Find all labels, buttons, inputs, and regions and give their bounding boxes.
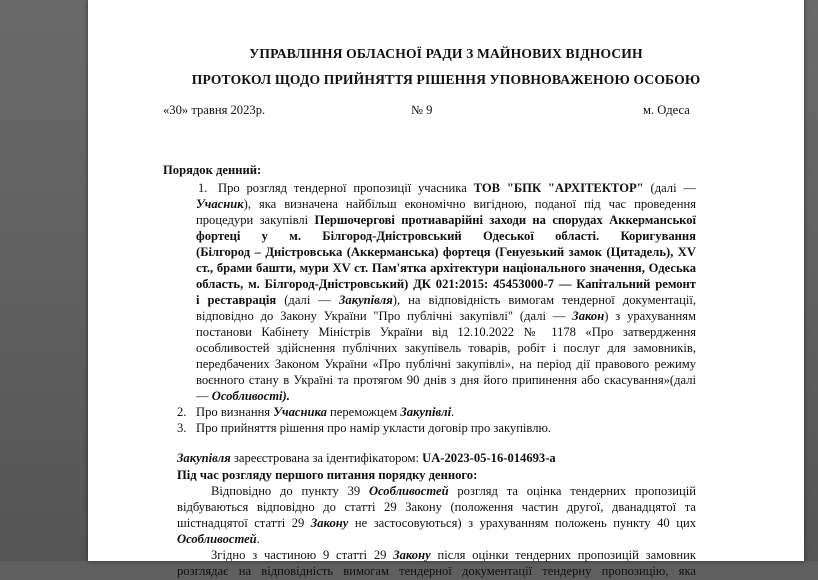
- agenda-item-1-line: воєнного стану в Україні та протягом 90 днів з дня його припинення або скасування»(далі: [196, 373, 696, 387]
- paragraph-line: шістнадцятої статті 29 Закону не застосовуються) з урахуванням положень пункту 40 цих: [177, 516, 696, 530]
- agenda-item-2: Про визнання Учасника переможцем Закупівлі.: [196, 405, 455, 419]
- agenda-item-1-line: і реставрація (далі — Закупівля), на відповідність вимогам тендерної документації,: [196, 293, 697, 307]
- paragraph-line: розглядає на відповідність вимогам тендерної документації тендерну пропозицію, яка: [177, 564, 696, 578]
- agenda-item-1-line: процедури закупівлі Першочергові протиаварійні заходи на спорудах Аккерманської: [196, 213, 696, 227]
- agenda-item-1-line: ст., брами башти, мури XV ст. Пам'ятка архітектури національного значення, Одеська: [196, 261, 696, 275]
- agenda-item-1-line: — Особливості).: [196, 389, 290, 403]
- protocol-number: № 9: [411, 103, 433, 117]
- agenda-item-3: Про прийняття рішення про намір укласти договір про закупівлю.: [196, 421, 552, 435]
- first-question-heading: Під час розгляду першого питання порядку денного:: [177, 468, 478, 482]
- agenda-item-number: 1.: [198, 181, 208, 195]
- document-page: [88, 0, 804, 578]
- agenda-heading: Порядок денний:: [163, 163, 262, 177]
- protocol-city: м. Одеса: [643, 103, 690, 117]
- agenda-item-number: 2.: [177, 405, 187, 419]
- protocol-date: «30» травня 2023р.: [163, 103, 266, 117]
- agenda-item-1-line: постанови Кабінету Міністрів України від 12.10.2022 № 1178 «Про затвердження: [196, 325, 696, 339]
- paragraph-line: Особливостей.: [177, 532, 260, 546]
- paragraph-line: Згідно з частиною 9 статті 29 Закону після оцінки тендерних пропозицій замовник: [211, 548, 696, 562]
- agenda-item-number: 3.: [177, 421, 187, 435]
- agenda-item-1-line: відповідно до Закону України "Про публічні закупівлі" (далі — Закон) з урахуванням: [196, 309, 696, 323]
- paragraph-line: відбуваються відповідно до статті 29 Закону (положення частин другої, дванадцятої та: [177, 500, 696, 514]
- agenda-item-1-line: Про розгляд тендерної пропозиції учасника ТОВ "БПК "АРХІТЕКТОР" (далі —: [218, 181, 696, 195]
- registration-line: Закупівля зареєстрована за ідентифікатором: UA-2023-05-16-014693-а: [177, 451, 556, 465]
- agenda-item-1-line: Учасник), яка визначена найбільш економічно вигідною, поданої під час проведення: [196, 197, 696, 211]
- agenda-item-1-line: фортеці у м. Білгород-Дністровський Одеської області. Коригування: [196, 229, 696, 243]
- paragraph-line: Відповідно до пункту 39 Особливостей розгляд та оцінка тендерних пропозицій: [211, 484, 696, 498]
- protocol-title: ПРОТОКОЛ ЩОДО ПРИЙНЯТТЯ РІШЕННЯ УПОВНОВАЖЕНОЮ ОСОБОЮ: [191, 72, 701, 87]
- agenda-item-1-line: область, м. Білгород-Дністровський) ДК 021:2015: 45453000-7 — Капітальний ремонт: [196, 277, 696, 291]
- org-title: УПРАВЛІННЯ ОБЛАСНОЇ РАДИ З МАЙНОВИХ ВІДНОСИН: [249, 46, 643, 61]
- agenda-item-1-line: передбачених Законом України «Про публічні закупівлі», на період дії правового режиму: [196, 357, 696, 371]
- agenda-item-1-line: особливостей здійснення публічних закупівель товарів, робіт і послуг для замовників,: [196, 341, 696, 355]
- agenda-item-1-line: (Білгород – Дністровська (Аккерманська) фортеця (Генуезький замок (Цитадель), XV: [196, 245, 696, 259]
